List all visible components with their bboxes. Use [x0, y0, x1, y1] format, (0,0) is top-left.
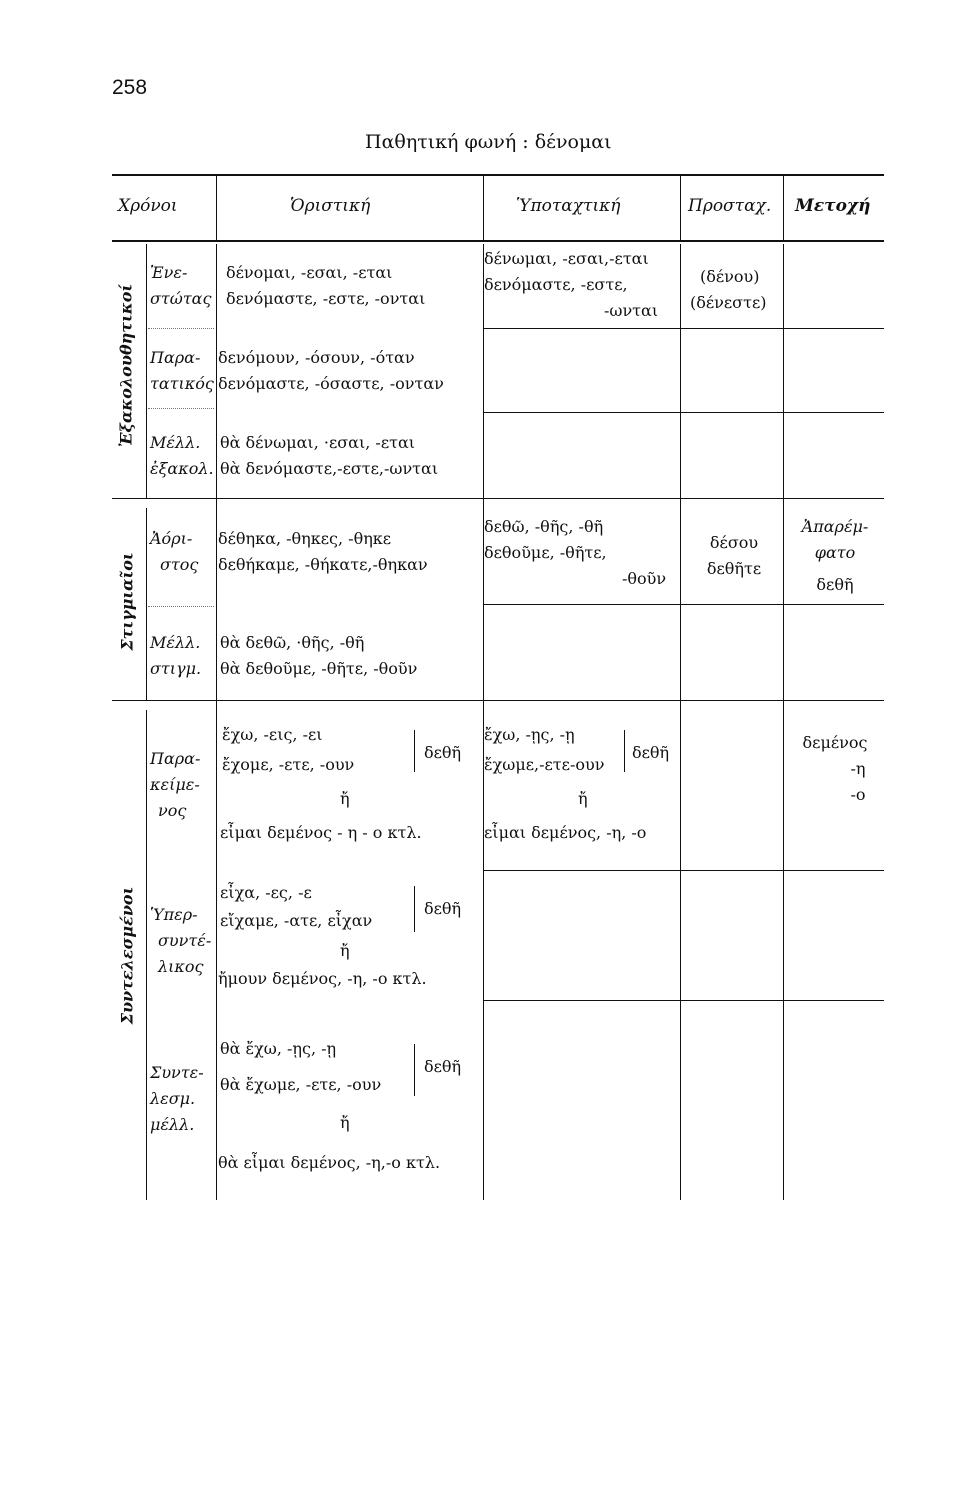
future-perfect-indicative-line1: θὰ ἔχω, -ῃς, -ῃ	[220, 1039, 337, 1058]
aorist-imperative: δέσου δεθῆτε	[706, 533, 762, 578]
future-continuous-indicative: θὰ δένωμαι, ·εσαι, -εται θὰ δενόμαστε,-εστε,-ωνται	[220, 433, 439, 478]
perfect-subjunctive-or: ἤ	[578, 789, 588, 808]
tense-perfect: Παρα- κείμε- νος	[150, 749, 201, 820]
tense-future-perfect: Συντε- λεσμ. μέλλ.	[150, 1063, 204, 1134]
group-perfect: Συντελεσμένοι	[117, 886, 137, 1025]
perfect-subjunctive-dethi: δεθῆ	[632, 743, 670, 762]
tense-aorist: Ἀόρι- στος	[150, 529, 199, 574]
aorist-subjunctive: δεθῶ, -θῆς, -θῆ δεθοῦμε, -θῆτε, -θοῦν	[484, 517, 667, 588]
header-subjunctive: Ὑποταχτική	[516, 196, 621, 216]
future-perfect-indicative-line2: θὰ ἔχωμε, -ετε, -ουν	[220, 1075, 382, 1094]
tense-future-continuous: Μέλλ. ἐξακολ.	[150, 433, 214, 478]
aorist-indicative: δέθηκα, -θηκες, -θηκε δεθήκαμε, -θήκατε,-θηκαν	[218, 529, 428, 574]
pluperfect-indicative-line3: ἤμουν δεμένος, -η, -ο κτλ.	[218, 969, 427, 988]
present-indicative: δένομαι, -εσαι, -εται δενόμαστε, -εστε, -ονται	[226, 263, 426, 308]
perfect-indicative-line2: ἔχομε, -ετε, -ουν	[222, 755, 355, 774]
tense-pluperfect: Ὑπερ- συντέ- λικος	[150, 905, 212, 976]
perfect-indicative-line3: εἶμαι δεμένος - η - ο κτλ.	[220, 823, 422, 842]
tense-present: Ἐνε- στώτας	[150, 263, 212, 308]
group-momentary: Στιγμιαῖοι	[117, 552, 137, 651]
aorist-participle: Ἀπαρέμ- φατο δεθῆ	[801, 517, 869, 594]
perfect-indicative-dethi: δεθῆ	[424, 743, 462, 762]
imperfect-indicative: δενόμουν, -όσουν, -όταν δενόμαστε, -όσαστε, -ονταν	[218, 348, 444, 393]
perfect-indicative-line1: ἔχω, -εις, -ει	[222, 725, 323, 744]
future-perfect-indicative-or: ἤ	[340, 1113, 350, 1132]
page-number: 258	[112, 76, 148, 99]
pluperfect-indicative-bar	[414, 886, 415, 932]
perfect-subjunctive-bar	[624, 730, 625, 772]
perfect-subjunctive-line2: ἔχωμε,-ετε-ουν	[484, 755, 605, 774]
perfect-indicative-bar	[414, 730, 415, 772]
tense-imperfect: Παρα- τατικός	[150, 348, 214, 393]
perfect-subjunctive-line3: εἶμαι δεμένος, -η, -ο	[484, 823, 647, 842]
tense-future-momentary: Μέλλ. στιγμ.	[150, 633, 202, 678]
pluperfect-indicative-or: ἤ	[340, 941, 350, 960]
header-tenses: Χρόνοι	[118, 196, 178, 216]
present-subjunctive: δένωμαι, -εσαι,-εται δενόμαστε, -εστε, -ωνται	[484, 249, 659, 320]
pluperfect-indicative-dethi: δεθῆ	[424, 899, 462, 918]
group-continuous: Ἐξακολουθητικοί	[116, 283, 136, 448]
perfect-indicative-or: ἤ	[340, 789, 350, 808]
header-indicative: Ὁριστική	[290, 196, 371, 216]
pluperfect-indicative-line2: εἴχαμε, -ατε, εἶχαν	[220, 911, 373, 930]
page-title: Παθητική φωνή : δένομαι	[365, 131, 612, 153]
header-imperative: Προσταχ.	[688, 196, 772, 216]
perfect-participle: δεμένος -η -ο	[802, 733, 868, 804]
future-perfect-indicative-dethi: δεθῆ	[424, 1057, 462, 1076]
future-momentary-indicative: θὰ δεθῶ, ·θῆς, -θῆ θὰ δεθοῦμε, -θῆτε, -θοῦν	[220, 633, 418, 678]
present-imperative: (δένου) (δένεστε)	[690, 267, 767, 312]
future-perfect-indicative-line3: θὰ εἶμαι δεμένος, -η,-ο κτλ.	[218, 1153, 441, 1172]
header-participle: Μετοχή	[795, 196, 871, 216]
future-perfect-indicative-bar	[414, 1044, 415, 1096]
pluperfect-indicative-line1: εἶχα, -ες, -ε	[220, 883, 312, 902]
perfect-subjunctive-line1: ἔχω, -ῃς, -ῃ	[484, 725, 575, 744]
